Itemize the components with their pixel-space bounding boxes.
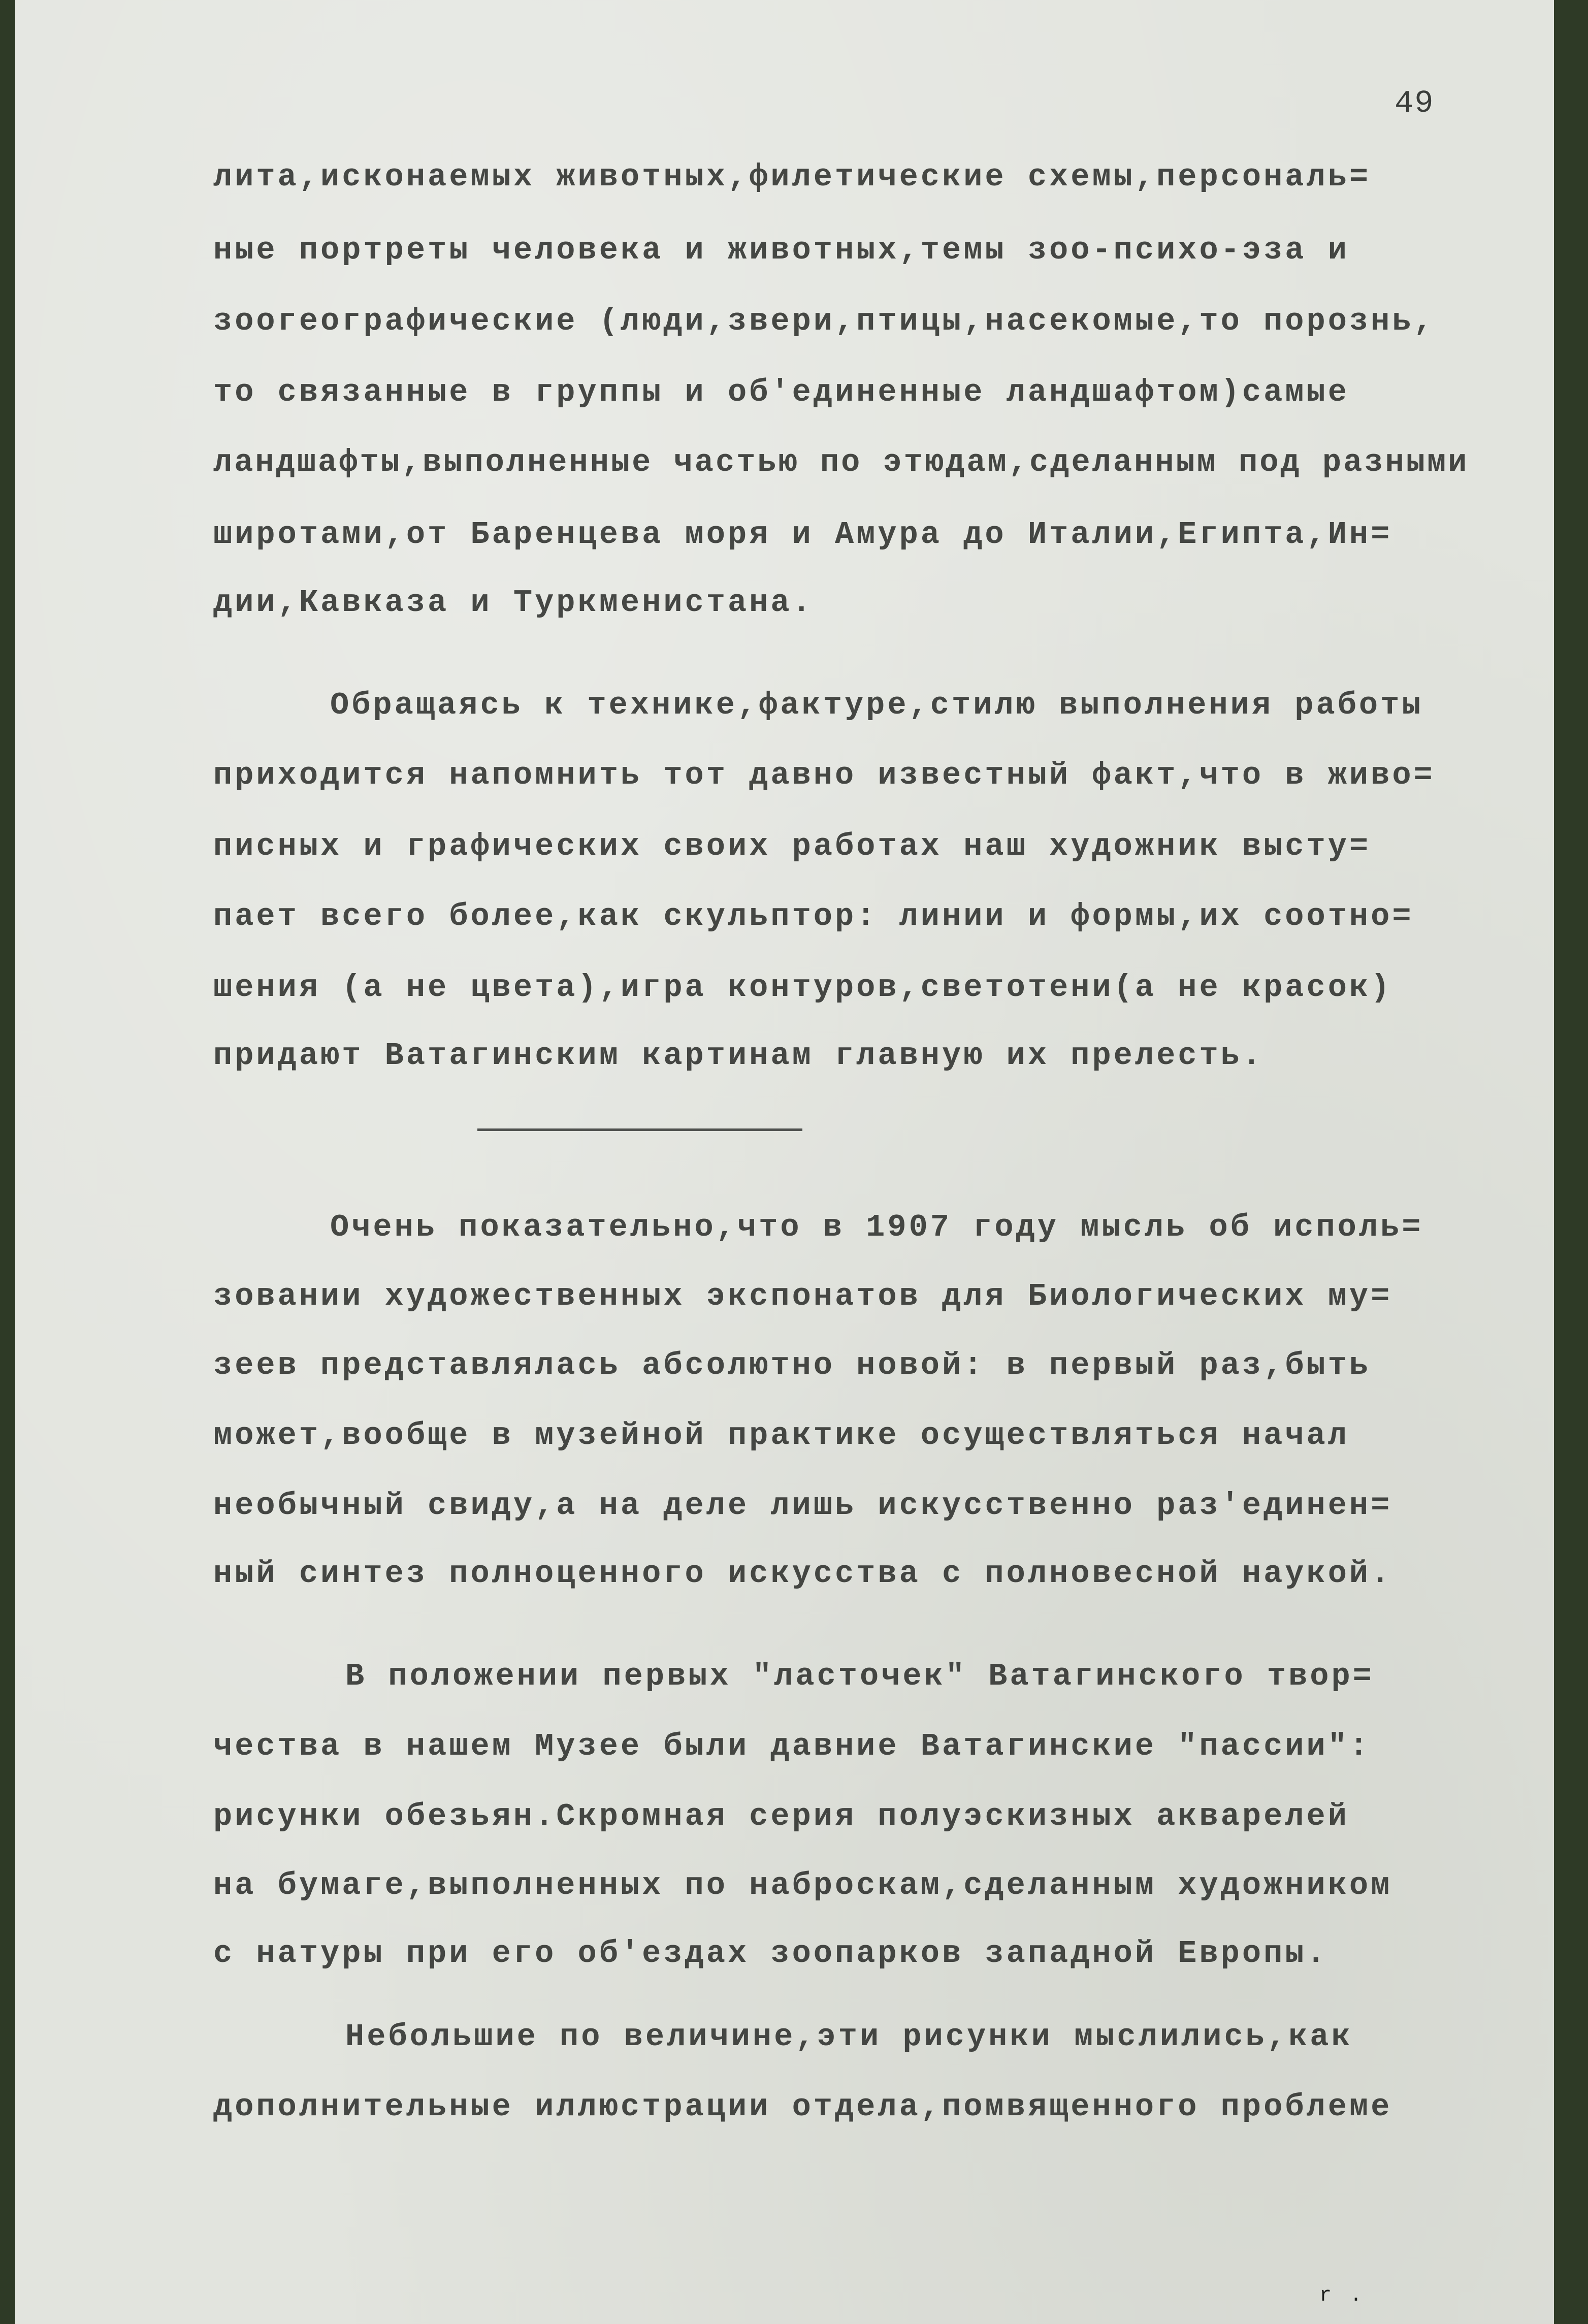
ink-specks: r . [1319, 2284, 1366, 2307]
text-line: то связанные в группы и об'единенные ландшафтом)самые [213, 374, 1349, 410]
document-page [15, 0, 1554, 2324]
text-line: Обращаясь к технике,фактуре,стилю выполнения работы [330, 687, 1423, 723]
page-number: 49 [1395, 85, 1435, 121]
text-line: приходится напомнить тот давно известный факт,что в живо= [213, 757, 1435, 793]
text-line: широтами,от Баренцева моря и Амура до Италии,Египта,Ин= [213, 517, 1392, 553]
text-line: ные портреты человека и животных,темы зоо-психо-эза и [213, 232, 1349, 268]
text-line: Очень показательно,что в 1907 году мысль об исполь= [330, 1209, 1423, 1245]
text-line: ландшафты,выполненные частью по этюдам,сделанным под разными [213, 444, 1469, 480]
text-line: Небольшие по величине,эти рисунки мыслились,как [345, 2019, 1353, 2055]
text-line: дии,Кавказа и Туркменистана. [213, 585, 814, 621]
text-line: чества в нашем Музее были давние Ватагинские "пассии": [213, 1728, 1371, 1764]
text-line: лита,исконаемых животных,филетические схемы,персональ= [213, 159, 1371, 195]
text-line: В положении первых "ласточек" Ватагинского твор= [345, 1658, 1374, 1694]
text-line: дополнительные иллюстрации отдела,помвященного проблеме [213, 2089, 1392, 2125]
text-line: на бумаге,выполненных по наброскам,сделанным художником [213, 1867, 1392, 1903]
text-line: зовании художественных экспонатов для Биологических му= [213, 1278, 1392, 1314]
section-divider [477, 1128, 802, 1131]
text-line: зоогеографические (люди,звери,птицы,насекомые,то порознь, [213, 303, 1435, 339]
text-line: писных и графических своих работах наш художник высту= [213, 828, 1371, 864]
text-line: может,вообще в музейной практике осуществляться начал [213, 1417, 1349, 1454]
text-line: ный синтез полноценного искусства с полновесной наукой. [213, 1556, 1392, 1592]
text-line: рисунки обезьян.Скромная серия полуэскизных акварелей [213, 1798, 1349, 1834]
text-line: зеев представлялась абсолютно новой: в первый раз,быть [213, 1347, 1371, 1383]
text-line: пает всего более,как скульптор: линии и формы,их соотно= [213, 898, 1414, 934]
text-line: шения (а не цвета),игра контуров,светотени(а не красок) [213, 970, 1392, 1006]
text-line: придают Ватагинским картинам главную их прелесть. [213, 1038, 1264, 1074]
text-line: с натуры при его об'ездах зоопарков западной Европы. [213, 1935, 1328, 1972]
text-line: необычный свиду,а на деле лишь искусственно раз'единен= [213, 1488, 1392, 1524]
